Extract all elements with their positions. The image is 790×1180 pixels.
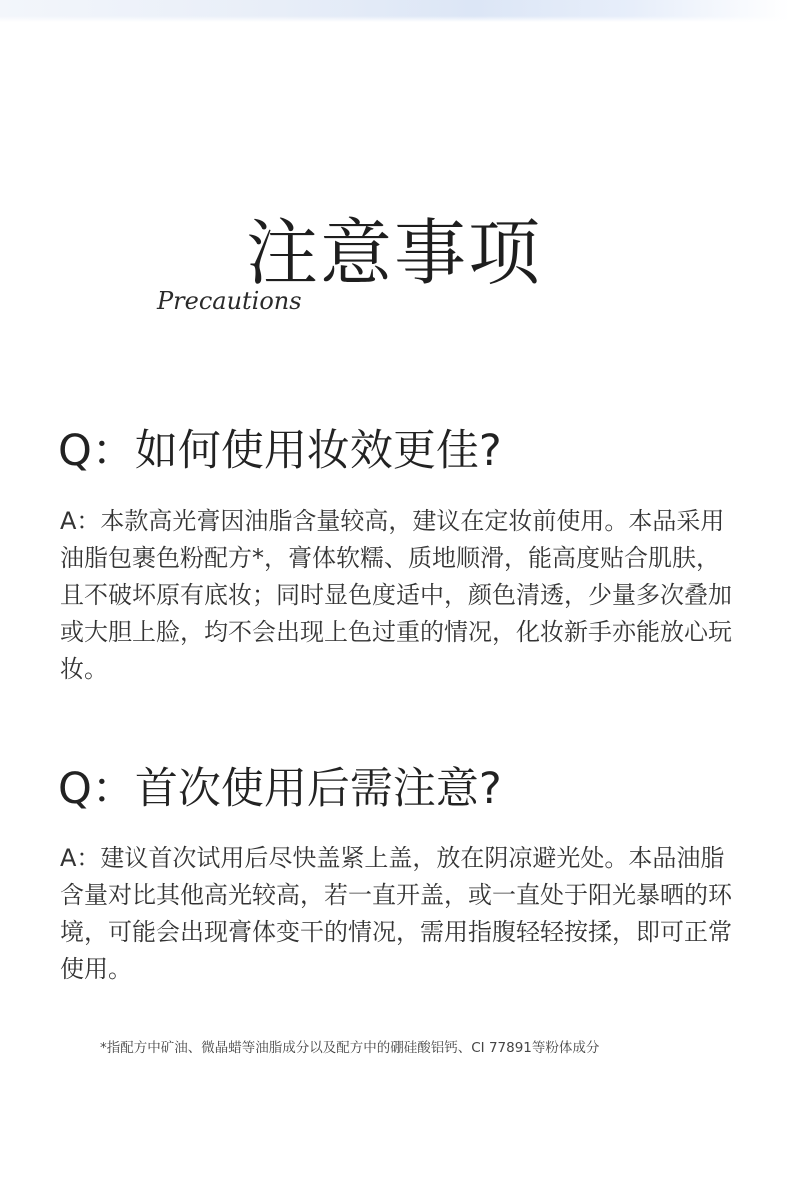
faq-question-2: Q：首次使用后需注意? — [58, 764, 502, 814]
top-gradient-band — [0, 0, 790, 22]
faq-answer-1: A：本款高光膏因油脂含量较高，建议在定妆前使用。本品采用油脂包裹色粉配方*，膏体软糯、质地顺滑，能高度贴合肌肤，且不破坏原有底妆；同时显色度适中，颜色清透，少量多次叠加或大胆上脸，均不会出现上色过重的情况，化妆新手亦能放心玩妆。 — [60, 507, 732, 683]
page-title: 注意事项 — [246, 211, 543, 295]
faq-question-1: Q：如何使用妆效更佳? — [58, 426, 502, 476]
footnote: *指配方中矿油、微晶蜡等油脂成分以及配方中的硼硅酸铝钙、CI 77891等粉体成分 — [100, 1040, 600, 1056]
faq-answer-2: A：建议首次试用后尽快盖紧上盖，放在阴凉避光处。本品油脂含量对比其他高光较高，若一直开盖，或一直处于阳光暴晒的环境，可能会出现膏体变干的情况，需用指腹轻轻按揉，即可正常使用。 — [60, 844, 732, 983]
page-subtitle: Precautions — [157, 287, 302, 315]
